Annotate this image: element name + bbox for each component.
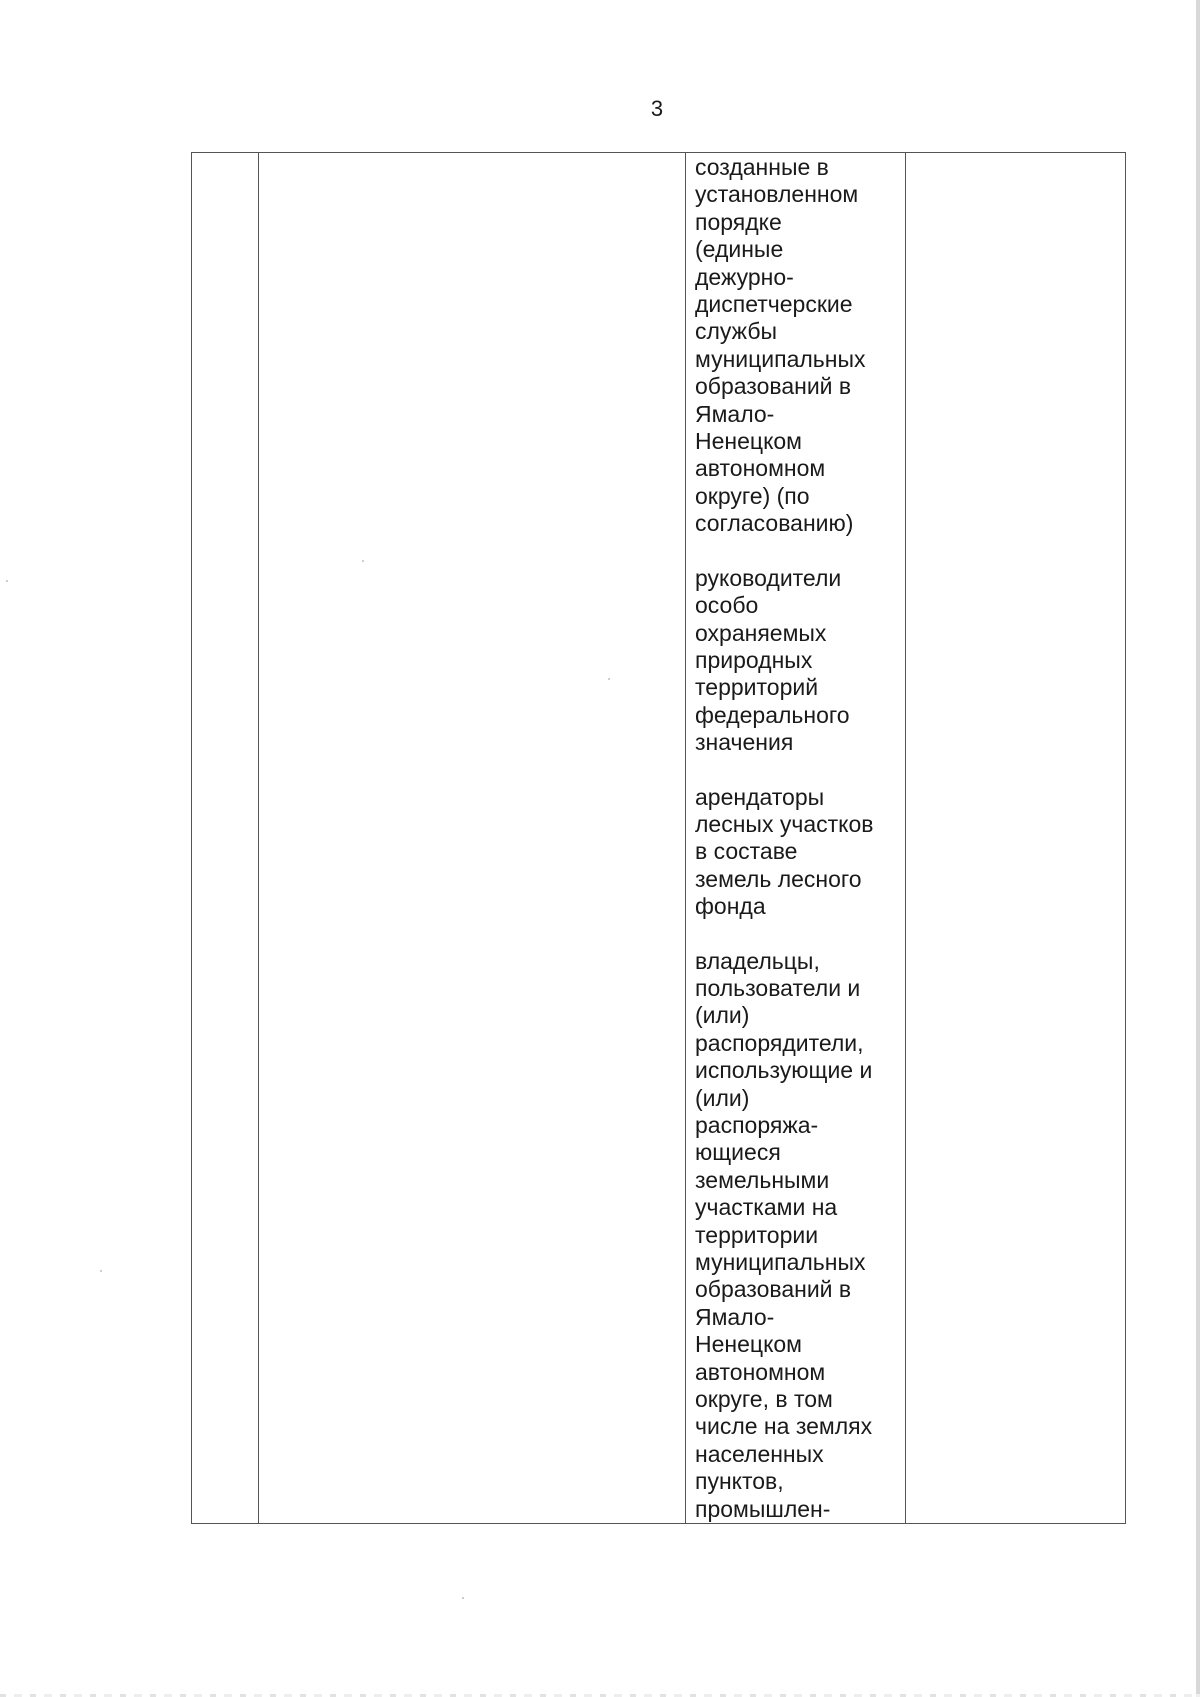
participant-entry-dispatch-services: созданные в установленном порядке (единые дежурно- диспетчерские службы муниципальных образований в Ямало- Ненецком автономном округе) (по согласованию): [695, 154, 866, 537]
scan-speck: [6, 580, 8, 582]
participant-entry-land-owners: владельцы, пользователи и (или) распорядители, использующие и (или) распоряжа- ющиеся земельными участками на территории муниципальных образований в Ямало- Ненецком автономном округе, в том числе на землях населенных пунктов, промышлен-: [695, 947, 873, 1522]
scan-speck: [462, 1597, 464, 1599]
table-column-participants: [686, 153, 906, 1523]
scan-speck: [608, 678, 610, 680]
table-column-notes: [906, 153, 1125, 1523]
participant-entry-forest-tenants: арендаторы лесных участков в составе земель лесного фонда: [695, 783, 874, 920]
document-table: [191, 152, 1126, 1524]
page-edge: [1196, 0, 1200, 1697]
scan-speck: [100, 1270, 102, 1272]
table-column-number: [192, 153, 259, 1523]
page-number: 3: [650, 96, 664, 121]
scan-speck: [362, 560, 364, 562]
table-column-description: [259, 153, 686, 1523]
participant-entry-protected-areas: руководители особо охраняемых природных территорий федерального значения: [695, 564, 850, 756]
